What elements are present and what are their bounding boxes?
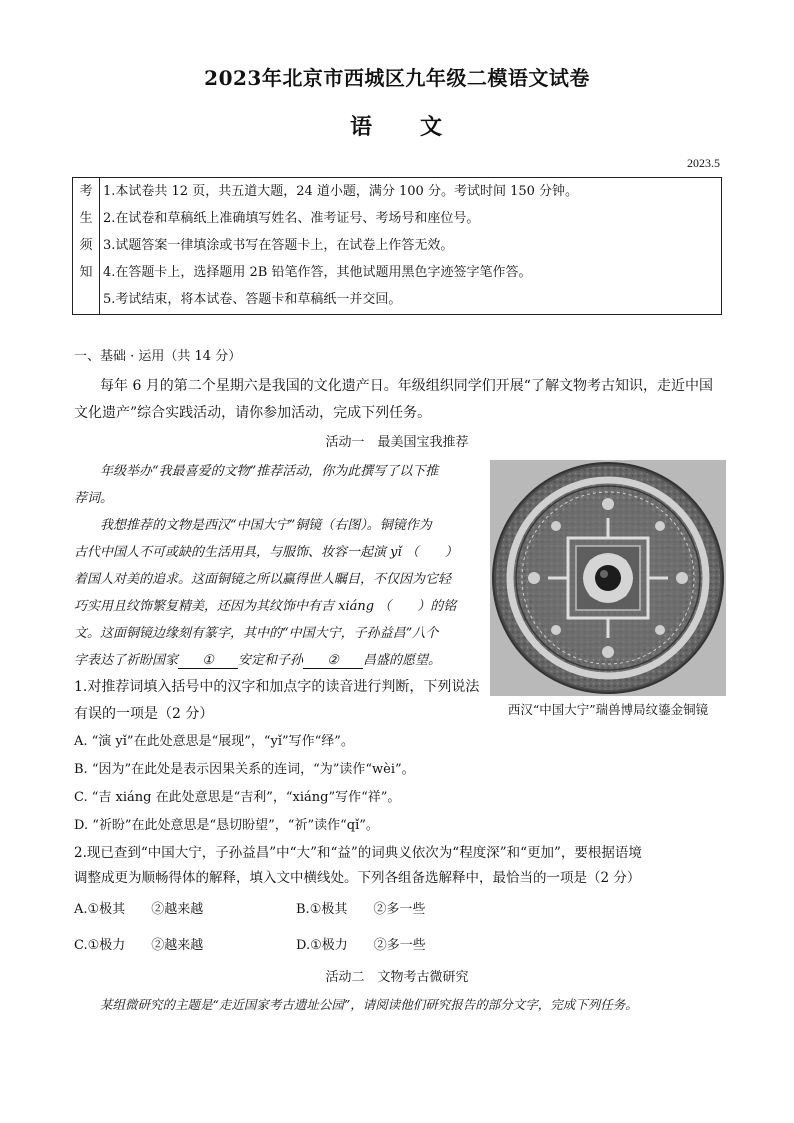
question-1-stem: 有误的一项是（2 分） xyxy=(74,706,214,722)
option-letter: C. xyxy=(74,938,88,953)
question-2-option-b[interactable] xyxy=(296,898,425,917)
notice-item: 2.在试卷和草稿纸上准确填写姓名、准考证号、考场号和座位号。 xyxy=(103,211,480,226)
image-caption: 西汉“中国大宁”瑞兽博局纹鎏金铜镜 xyxy=(507,702,709,717)
subject-char-2: 文 xyxy=(420,114,445,140)
notice-head-char: 知 xyxy=(79,265,93,280)
option-letter: D. xyxy=(296,938,311,953)
recommendation-line: 文。这面铜镜边缘刻有篆字，其中的“中国大宁，子孙益昌”八个 xyxy=(74,626,439,641)
question-1-option-d[interactable]: D. “祈盼”在此处意思是“恳切盼望”，“祈”读作“qǐ”。 xyxy=(74,818,379,833)
subject-title xyxy=(0,110,794,141)
recommendation-line: 着国人对美的追求。这面铜镜之所以赢得世人瞩目，不仅因为它轻 xyxy=(74,572,452,587)
recommendation-line: 巧实用且纹饰繁复精美，还因为其纹饰中有吉 xiáng （ ）的铭 xyxy=(74,599,457,614)
notice-head-char: 生 xyxy=(79,211,93,226)
recommendation-line: 荐词。 xyxy=(74,491,114,506)
notice-items xyxy=(100,178,722,315)
question-1-option-a[interactable]: A. “演 yǐ”在此处意思是“展现”，“yǐ”写作“绎”。 xyxy=(74,734,354,749)
notice-item: 5.考试结束，将本试卷、答题卡和草稿纸一并交回。 xyxy=(103,292,402,307)
bronze-mirror-image xyxy=(490,460,726,696)
fill-blank-2[interactable]: ② xyxy=(303,653,363,669)
rec-text: 昌盛的愿望。 xyxy=(363,653,442,668)
option-part-1: ①极力 xyxy=(87,938,126,953)
question-2-stem: 2.现已查到“中国大宁，子孙益昌”中“大”和“益”的词典义依次为“程度深”和“更加”，要根据语境 xyxy=(74,845,642,861)
notice-heading xyxy=(73,178,100,315)
notice-item: 3.试题答案一律填涂或书写在答题卡上，在试卷上作答无效。 xyxy=(103,238,454,253)
exam-date: 2023.5 xyxy=(687,156,720,170)
notice-head-char: 考 xyxy=(79,184,93,199)
activity-two-title: 活动二 文物考古微研究 xyxy=(325,970,469,985)
exam-notice-box xyxy=(72,177,722,315)
notice-item: 1.本试卷共 12 页，共五道大题，24 道小题，满分 100 分。考试时间 150 分钟。 xyxy=(103,184,579,199)
subject-char-1: 语 xyxy=(349,114,374,140)
recommendation-line-blanks xyxy=(74,649,441,669)
question-2-option-c[interactable] xyxy=(74,934,203,953)
exam-title: 2023年北京市西城区九年级二模语文试卷 xyxy=(204,66,590,90)
bronze-mirror-illustration xyxy=(490,460,726,696)
option-part-1: ①极其 xyxy=(309,902,348,917)
activity-two-intro: 某组微研究的主题是“走近国家考古遗址公园”，请阅读他们研究报告的部分文字，完成下列任务。 xyxy=(100,997,638,1012)
intro-line: 文化遗产”综合实践活动，请你参加活动，完成下列任务。 xyxy=(74,405,432,421)
question-2-stem: 调整成更为顺畅得体的解释，填入文中横线处。下列各组备选解释中，最恰当的一项是（2 分） xyxy=(74,870,641,886)
question-1-option-c[interactable]: C. “吉 xiáng 在此处意思是“吉利”，“xiáng”写作“祥”。 xyxy=(74,790,401,805)
question-1-option-b[interactable]: B. “因为”在此处是表示因果关系的连词，“为”读作“wèi”。 xyxy=(74,762,415,777)
question-1-stem: 1.对推荐词填入括号中的汉字和加点字的读音进行判断，下列说法 xyxy=(74,679,480,695)
intro-line: 每年 6 月的第二个星期六是我国的文化遗产日。年级组织同学们开展“了解文物考古知识，走近中国 xyxy=(100,378,713,394)
section-heading: 一、基础 · 运用（共 14 分） xyxy=(74,349,242,364)
fill-blank-1[interactable]: ① xyxy=(178,653,238,669)
rec-text: 字表达了祈盼国家 xyxy=(74,653,179,668)
recommendation-line: 我想推荐的文物是西汉“中国大宁”铜镜（右图）。铜镜作为 xyxy=(100,518,432,533)
option-part-2: ②越来越 xyxy=(151,938,204,953)
rec-text: 安定和子孙 xyxy=(238,653,304,668)
question-2-option-d[interactable] xyxy=(296,934,426,953)
option-part-2: ②越来越 xyxy=(151,902,204,917)
option-letter: A. xyxy=(74,902,88,917)
question-2-option-a[interactable] xyxy=(74,898,203,917)
recommendation-line: 古代中国人不可或缺的生活用具，与服饰、妆容一起演 yǐ （ ） xyxy=(74,545,458,560)
activity-one-title: 活动一 最美国宝我推荐 xyxy=(325,435,469,450)
option-part-2: ②多一些 xyxy=(373,902,426,917)
option-letter: B. xyxy=(296,902,310,917)
notice-item: 4.在答题卡上，选择题用 2B 铅笔作答，其他试题用黑色字迹签字笔作答。 xyxy=(103,265,532,280)
option-part-2: ②多一些 xyxy=(373,938,426,953)
notice-head-char: 须 xyxy=(79,238,93,253)
option-part-1: ①极力 xyxy=(310,938,348,953)
option-part-1: ①极其 xyxy=(87,902,126,917)
recommendation-line: 年级举办“我最喜爱的文物”推荐活动，你为此撰写了以下推 xyxy=(100,464,439,479)
